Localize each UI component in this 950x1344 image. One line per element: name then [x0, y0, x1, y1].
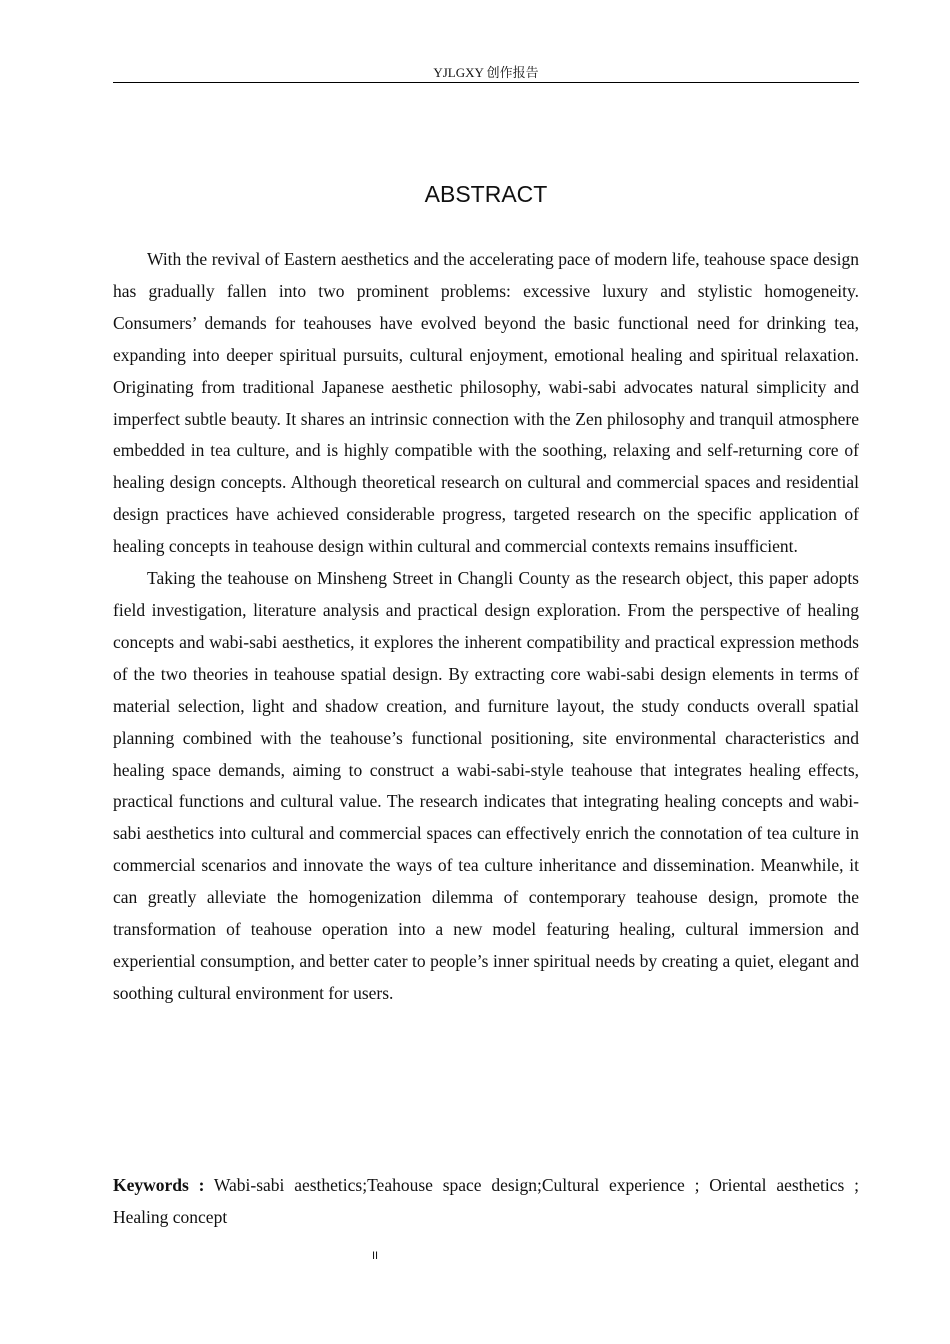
page-header — [113, 64, 859, 83]
keywords-text: Wabi-sabi aesthetics;Teahouse space design;Cultural experience ; Oriental aesthetics ; Healing concept — [113, 1175, 859, 1227]
abstract-paragraph-2: Taking the teahouse on Minsheng Street in Changli County as the research object, this paper adopts field investigation, literature analysis and practical design exploration. From the perspective of healing concepts and wabi-sabi aesthetics, it explores the inherent compatibility and practical expression methods of the two theories in teahouse spatial design. By extracting core wabi-sabi design elements in terms of material selection, light and shadow creation, and furniture layout, the study conducts overall spatial planning combined with the teahouse’s functional positioning, site environmental characteristics and healing space demands, aiming to construct a wabi-sabi-style teahouse that integrates healing effects, practical functions and cultural value. The research indicates that integrating healing concepts and wabi-sabi aesthetics into cultural and commercial spaces can effectively enrich the connotation of tea culture in commercial scenarios and innovate the ways of tea culture inheritance and dissemination. Meanwhile, it can greatly alleviate the homogenization dilemma of contemporary teahouse design, promote the transformation of teahouse operation into a new model featuring healing, cultural immersion and experiential consumption, and better cater to people’s inner spiritual needs by creating a quiet, elegant and soothing cultural environment for users. — [113, 568, 859, 1003]
abstract-title: ABSTRACT — [424, 181, 548, 207]
page-number: II — [371, 1250, 379, 1262]
abstract-body — [113, 244, 859, 1010]
abstract-paragraph-1: With the revival of Eastern aesthetics and the accelerating pace of modern life, teahouse space design has gradually fallen into two prominent problems: excessive luxury and stylistic homogeneity. Consumers’ demands for teahouses have evolved beyond the basic functional need for drinking tea, expanding into deeper spiritual pursuits, cultural enjoyment, emotional healing and spiritual relaxation. Originating from traditional Japanese aesthetic philosophy, wabi-sabi advocates natural simplicity and imperfect subtle beauty. It shares an intrinsic connection with the Zen philosophy and tranquil atmosphere embedded in tea culture, and is highly compatible with the soothing, relaxing and self-returning core of healing design concepts. Although theoretical research on cultural and commercial spaces and residential design practices have achieved considerable progress, targeted research on the specific application of healing concepts in teahouse design within cultural and commercial contexts remains insufficient. — [113, 249, 859, 557]
header-text: YJLGXY 创作报告 — [433, 65, 539, 80]
keywords-label: Keywords : — [113, 1175, 205, 1195]
keywords-block — [113, 1170, 859, 1234]
